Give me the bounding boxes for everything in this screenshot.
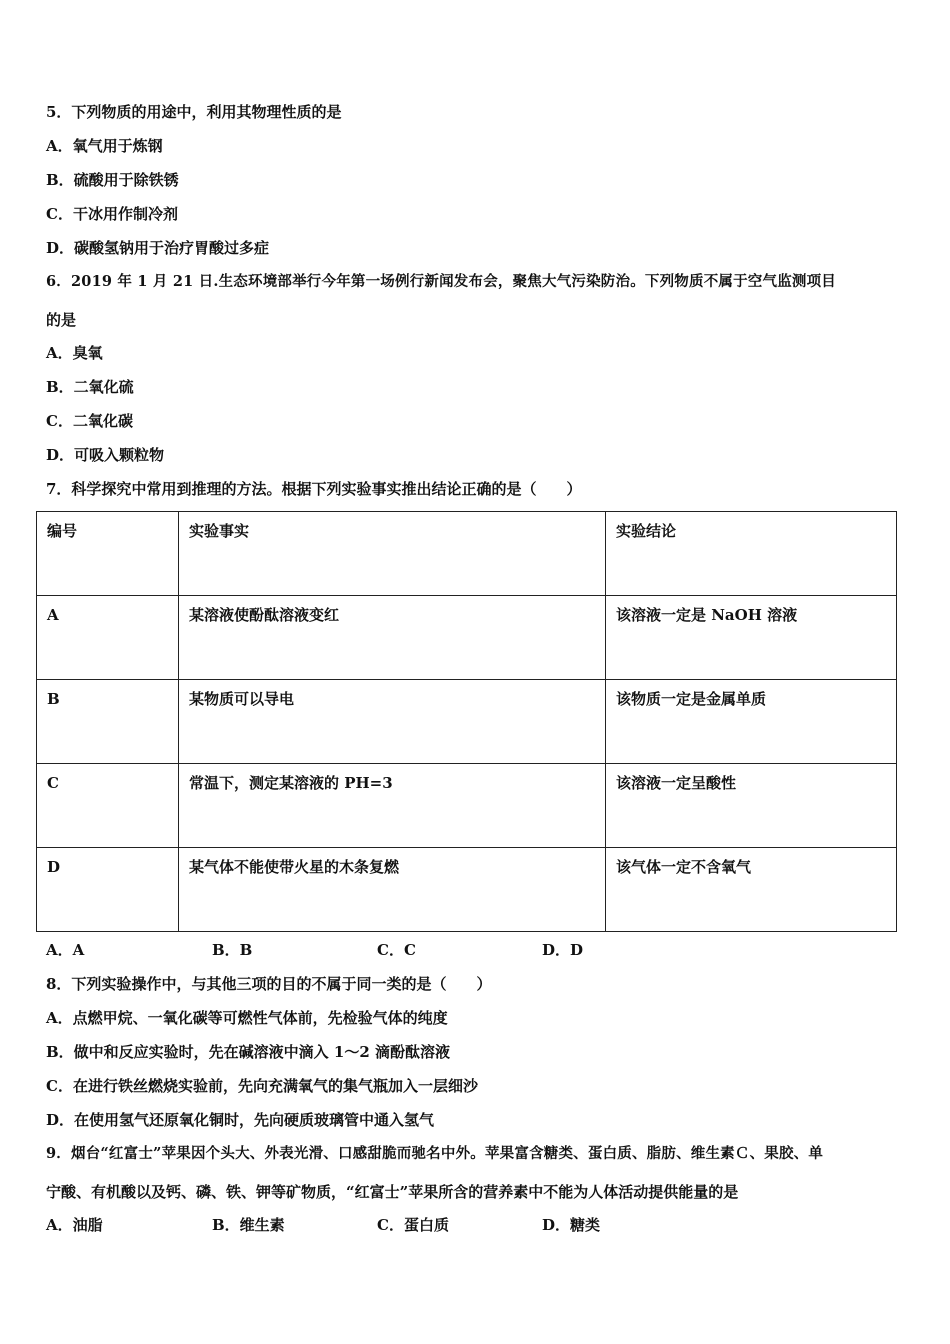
question-6-stem-line1: 6．2019 年 1 月 21 日.生态环境部举行今年第一场例行新闻发布会，聚焦大气污染防治。下列物质不属于空气监测项目	[46, 273, 836, 290]
question-8-option-b: B．做中和反应实验时，先在碱溶液中滴入 1～2 滴酚酞溶液	[46, 1043, 450, 1061]
question-5-stem: 5．下列物质的用途中，利用其物理性质的是	[46, 103, 342, 121]
question-7-choice-d: D．D	[542, 941, 584, 959]
question-9-choice-d: D．糖类	[542, 1216, 601, 1234]
table-cell: 该溶液一定呈酸性	[606, 764, 897, 848]
question-6-option-b: B．二氧化硫	[46, 378, 134, 396]
question-8-option-a: A．点燃甲烷、一氧化碳等可燃性气体前，先检验气体的纯度	[46, 1009, 448, 1027]
question-6-option-c: C．二氧化碳	[46, 412, 133, 430]
table-cell: 该溶液一定是 NaOH 溶液	[606, 596, 897, 680]
table-cell: 该气体一定不含氧气	[606, 848, 897, 932]
question-9-choice-a: A．油脂	[46, 1216, 103, 1234]
question-9-choice-b: B．维生素	[212, 1216, 285, 1234]
question-9-choice-c: C．蛋白质	[377, 1216, 449, 1234]
question-5-option-c: C．干冰用作制冷剂	[46, 205, 178, 223]
question-8-option-d: D．在使用氢气还原氧化铜时，先向硬质玻璃管中通入氢气	[46, 1111, 435, 1129]
table-row	[37, 680, 897, 764]
question-7-choice-b: B．B	[212, 941, 253, 959]
experiment-table	[36, 511, 897, 932]
table-row	[37, 596, 897, 680]
table-cell: B	[37, 680, 179, 764]
question-8-stem: 8．下列实验操作中，与其他三项的目的不属于同一类的是（ ）	[46, 975, 492, 993]
table-header-cell: 编号	[37, 512, 179, 596]
question-6-option-d: D．可吸入颗粒物	[46, 446, 165, 464]
question-5-option-a: A．氧气用于炼钢	[46, 137, 163, 155]
question-8-option-c: C．在进行铁丝燃烧实验前，先向充满氧气的集气瓶加入一层细沙	[46, 1077, 478, 1095]
question-7-stem: 7．科学探究中常用到推理的方法。根据下列实验事实推出结论正确的是（ ）	[46, 480, 582, 498]
question-5-option-d: D．碳酸氢钠用于治疗胃酸过多症	[46, 239, 270, 257]
table-header-cell: 实验结论	[606, 512, 897, 596]
table-cell: 该物质一定是金属单质	[606, 680, 897, 764]
question-6-option-a: A．臭氧	[46, 344, 103, 362]
table-cell: 某气体不能使带火星的木条复燃	[179, 848, 606, 932]
question-7-choice-a: A．A	[46, 941, 85, 959]
question-9-stem-line2: 宁酸、有机酸以及钙、磷、铁、钾等矿物质，“红富士”苹果所含的营养素中不能为人体活动提供能量的是	[46, 1183, 739, 1201]
table-cell: A	[37, 596, 179, 680]
table-cell: 常温下，测定某溶液的 PH=3	[179, 764, 606, 848]
question-5-option-b: B．硫酸用于除铁锈	[46, 171, 179, 189]
question-9-stem-line1: 9．烟台“红富士”苹果因个头大、外表光滑、口感甜脆而驰名中外。苹果富含糖类、蛋白质、脂肪、维生素Ｃ、果胶、单	[46, 1145, 824, 1162]
question-7-choice-c: C．C	[377, 941, 416, 959]
table-header-cell: 实验事实	[179, 512, 606, 596]
question-6-stem-line2: 的是	[46, 311, 77, 329]
table-row	[37, 764, 897, 848]
table-cell: 某溶液使酚酞溶液变红	[179, 596, 606, 680]
table-cell: 某物质可以导电	[179, 680, 606, 764]
table-cell: D	[37, 848, 179, 932]
table-row	[37, 848, 897, 932]
table-cell: C	[37, 764, 179, 848]
table-header-row	[37, 512, 897, 596]
